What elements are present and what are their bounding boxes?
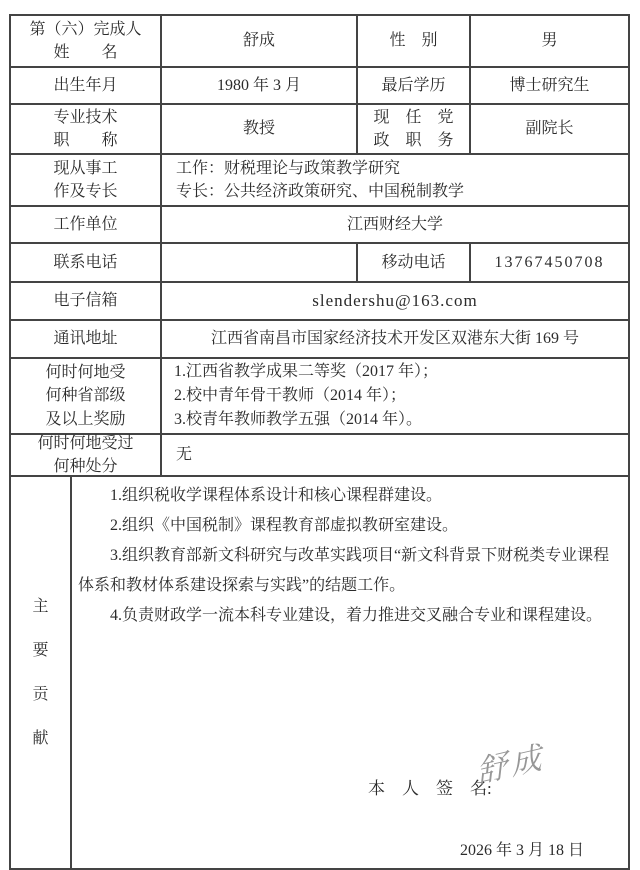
awards-label-line3: 及以上奖励 xyxy=(45,410,126,428)
row-phone xyxy=(11,242,628,281)
awards-list xyxy=(160,359,628,433)
contrib-char: 献 xyxy=(32,729,49,747)
work-line1: 工作：财税理论与政策教学研究 xyxy=(176,160,401,177)
signature-label: 本 人 签 名: xyxy=(368,779,492,798)
unit-label: 工作单位 xyxy=(53,215,118,233)
education-value: 博士研究生 xyxy=(469,68,628,103)
email-label: 电子信箱 xyxy=(53,292,118,310)
name-label xyxy=(11,16,160,66)
contrib-char: 主 xyxy=(32,597,49,615)
contrib-char: 要 xyxy=(32,641,49,659)
gender-value: 男 xyxy=(469,16,628,66)
punishment-label-line1: 何时何地受过 xyxy=(37,434,134,452)
row-awards xyxy=(11,357,628,433)
work-label-line1: 现从事工 xyxy=(53,159,118,177)
post-label-line1: 现 任 党 xyxy=(373,108,454,126)
award-item: 1.江西省教学成果二等奖（2017 年）； xyxy=(174,363,439,380)
contribution-item: 4.负责财政学一流本科专业建设，着力推进交叉融合专业和课程建设。 xyxy=(110,607,603,624)
row-address xyxy=(11,319,628,357)
punishment-label-line2: 何种处分 xyxy=(53,458,118,475)
title-value: 教授 xyxy=(160,105,356,153)
contrib-char: 贡 xyxy=(32,685,49,703)
education-label: 最后学历 xyxy=(356,68,469,103)
post-label-line2: 政 职 务 xyxy=(373,132,454,149)
work-label-line2: 作及专长 xyxy=(53,183,118,200)
birth-value: 1980 年 3 月 xyxy=(160,68,356,103)
personnel-form xyxy=(9,14,630,870)
work-label xyxy=(11,155,160,205)
award-item: 2.校中青年骨干教师（2014 年）； xyxy=(174,387,407,404)
title-label-line2: 职 称 xyxy=(53,132,118,149)
contribution-item: 3.组织教育部新文科研究与改革实践项目“新文科背景下财税类专业课程体系和教材体系建设探索与实践”的结题工作。 xyxy=(78,547,610,594)
work-line2: 专长：公共经济政策研究、中国税制教学 xyxy=(176,183,465,200)
contributions-content xyxy=(70,477,628,868)
row-work xyxy=(11,153,628,205)
signature-date: 2026 年 3 月 18 日 xyxy=(459,841,584,859)
birth-label: 出生年月 xyxy=(53,76,118,94)
mobile-label: 移动电话 xyxy=(356,244,469,281)
post-value: 副院长 xyxy=(469,105,628,153)
email-value: slendershu@163.com xyxy=(160,283,628,319)
row-contributions xyxy=(11,475,628,868)
row-unit xyxy=(11,205,628,242)
name-value: 舒成 xyxy=(160,16,356,66)
post-label xyxy=(356,105,469,153)
awards-label xyxy=(11,359,160,433)
title-label xyxy=(11,105,160,153)
phone-value xyxy=(160,244,356,281)
signature-handwriting: 舒成 xyxy=(474,739,548,791)
contribution-item: 1.组织税收学课程体系设计和核心课程群建设。 xyxy=(110,487,443,504)
address-label: 通讯地址 xyxy=(53,330,118,348)
title-label-line1: 专业技术 xyxy=(53,108,118,126)
awards-label-line2: 何种省部级 xyxy=(45,387,126,405)
name-label-line2: 姓 名 xyxy=(53,44,118,61)
mobile-value: 13767450708 xyxy=(469,244,628,281)
row-title xyxy=(11,103,628,153)
name-label-line1: 第（六）完成人 xyxy=(29,20,142,38)
row-email xyxy=(11,281,628,319)
phone-label: 联系电话 xyxy=(53,253,118,271)
row-name xyxy=(11,16,628,66)
address-value: 江西省南昌市国家经济技术开发区双港东大街 169 号 xyxy=(160,321,628,357)
unit-value: 江西财经大学 xyxy=(160,207,628,242)
punishment-value: 无 xyxy=(160,435,628,475)
work-value xyxy=(160,155,628,205)
punishment-label xyxy=(11,435,160,475)
contributions-label xyxy=(11,477,70,868)
award-item: 3.校青年教师教学五强（2014 年）。 xyxy=(174,411,423,428)
contribution-item: 2.组织《中国税制》课程教育部虚拟教研室建设。 xyxy=(110,517,459,534)
row-birth xyxy=(11,66,628,103)
row-punishment xyxy=(11,433,628,475)
gender-label: 性 别 xyxy=(356,16,469,66)
awards-label-line1: 何时何地受 xyxy=(45,364,126,382)
